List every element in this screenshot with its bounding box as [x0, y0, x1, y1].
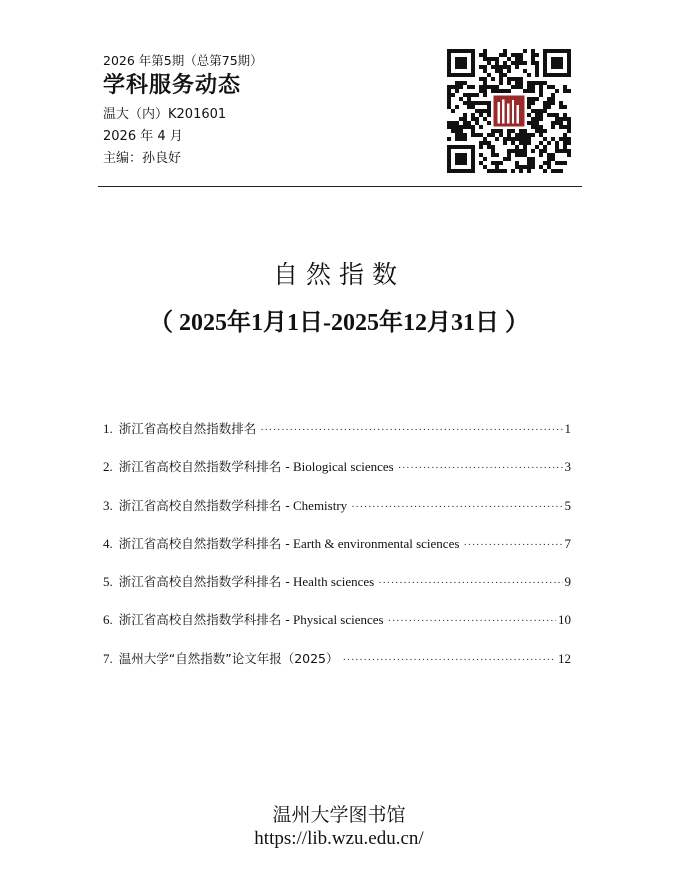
date-range: （ 2025年1月1日-2025年12月31日 ） — [149, 310, 529, 336]
toc-leader — [343, 650, 556, 670]
toc-page: 12 — [558, 650, 571, 666]
toc-number: 1. — [103, 421, 113, 436]
toc-title: 浙江省高校自然指数学科排名 - Earth & environmental sciences — [118, 535, 460, 551]
toc-number: 6. — [103, 612, 113, 628]
library-name: 温州大学图书馆 — [272, 804, 406, 826]
toc-number: 2. — [103, 459, 113, 475]
toc-number: 4. — [103, 535, 113, 551]
toc-number: 3. — [103, 497, 113, 513]
toc-leader — [351, 497, 562, 517]
page-title: 自然指数 — [272, 260, 405, 289]
toc-page: 3 — [564, 459, 571, 475]
toc-number: 5. — [103, 574, 113, 590]
issue-number: 2026 年第5期（总第75期） — [103, 53, 263, 68]
journal-title: 学科服务动态 — [103, 73, 242, 98]
toc-item[interactable] — [103, 610, 571, 648]
toc-leader — [463, 535, 562, 555]
toc-title: 浙江省高校自然指数学科排名 - Health sciences — [118, 574, 375, 590]
toc-leader — [398, 458, 563, 478]
toc-number: 7. — [103, 650, 113, 666]
toc-page: 5 — [564, 497, 571, 513]
toc-leader — [260, 420, 562, 440]
toc-item[interactable] — [103, 534, 571, 572]
toc-title: 浙江省高校自然指数学科排名 - Chemistry — [118, 497, 348, 513]
qr-code-icon — [447, 49, 571, 173]
chief-editor: 主编：孙良好 — [103, 151, 182, 166]
publication-date: 2026 年 4 月 — [103, 129, 183, 144]
internal-code: 温大（内）K201601 — [103, 107, 227, 122]
toc-leader — [388, 611, 556, 631]
table-of-contents — [103, 419, 571, 687]
toc-item[interactable] — [103, 572, 571, 610]
toc-item[interactable] — [103, 496, 571, 534]
toc-item[interactable] — [103, 649, 571, 687]
toc-title: 温州大学“自然指数”论文年报（2025） — [118, 650, 339, 666]
toc-item[interactable] — [103, 457, 571, 495]
toc-item[interactable] — [103, 419, 571, 457]
toc-title: 浙江省高校自然指数学科排名 - Biological sciences — [118, 459, 394, 475]
toc-page: 7 — [564, 535, 571, 551]
toc-page: 9 — [564, 574, 571, 590]
journal-header — [103, 52, 433, 168]
library-url[interactable]: https://lib.wzu.edu.cn/ — [254, 828, 424, 849]
header-divider — [98, 186, 582, 187]
toc-page: 10 — [558, 612, 571, 628]
toc-leader — [378, 573, 562, 593]
toc-title: 浙江省高校自然指数排名 — [118, 421, 257, 436]
toc-page: 1 — [564, 421, 571, 436]
toc-title: 浙江省高校自然指数学科排名 - Physical sciences — [118, 612, 384, 628]
